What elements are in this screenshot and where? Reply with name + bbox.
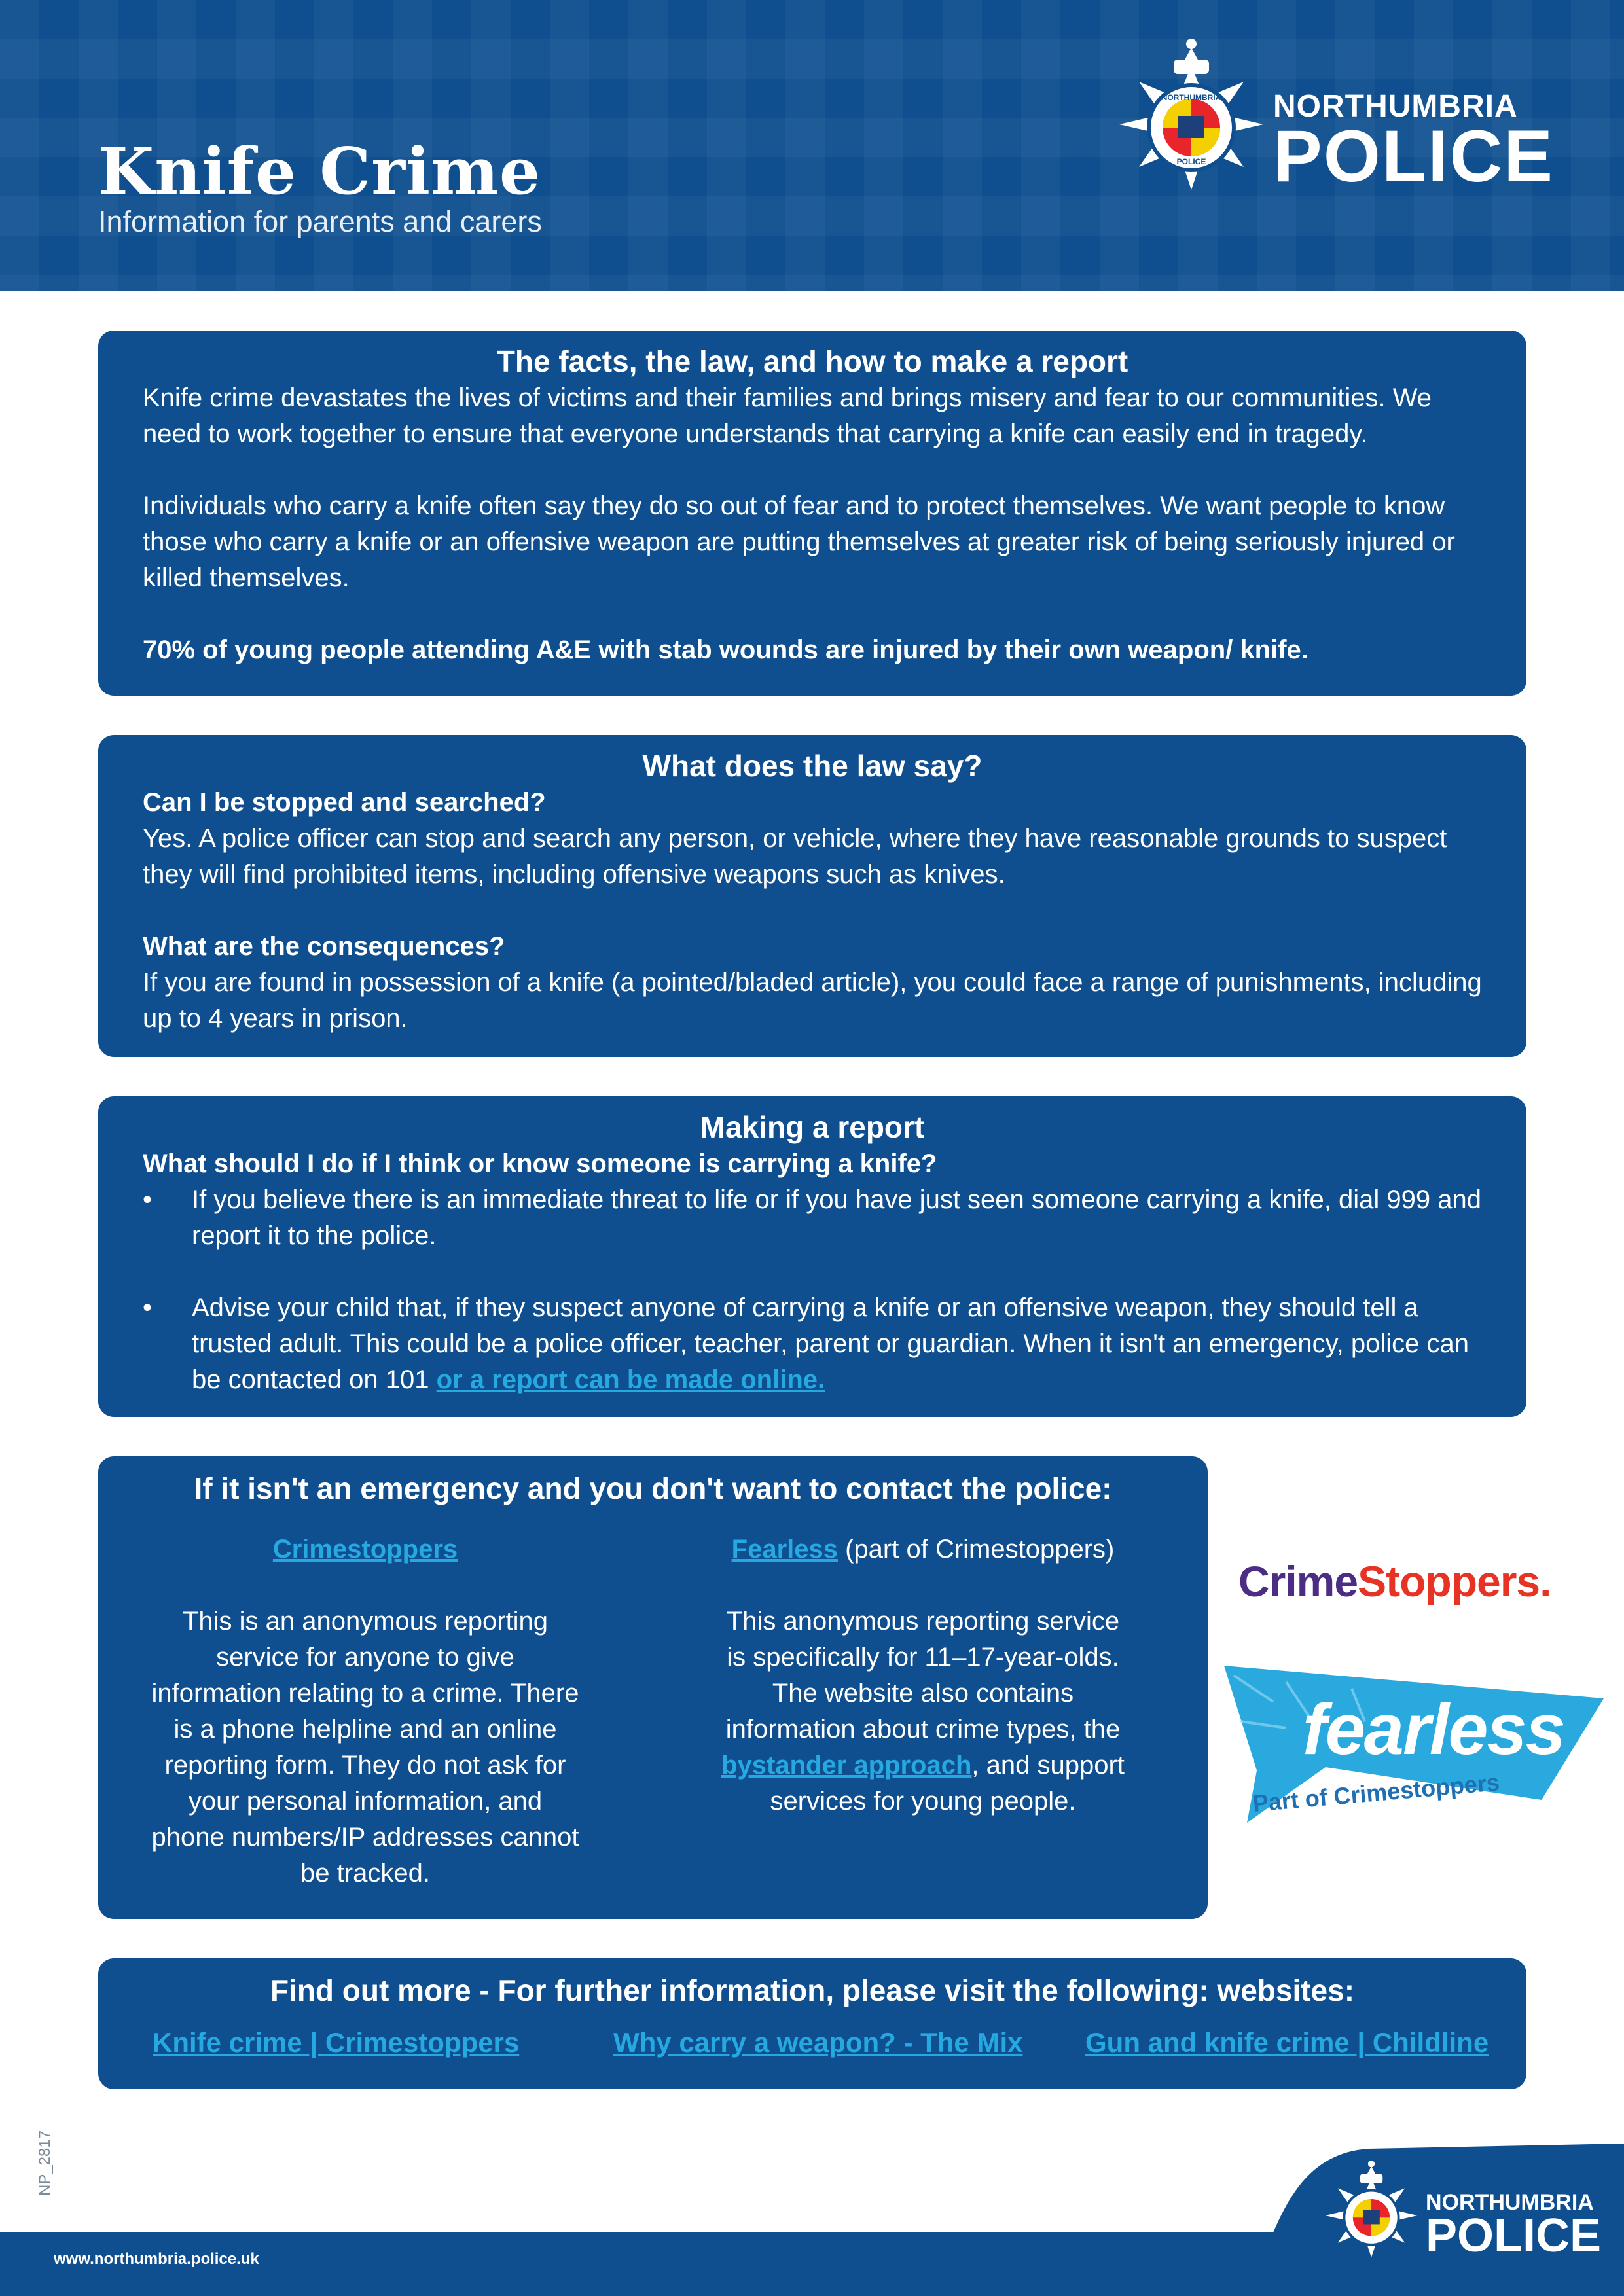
crimestoppers-logo bbox=[1238, 1556, 1551, 1606]
bullet-dot: • bbox=[143, 1185, 153, 1214]
brand-line2: POLICE bbox=[1273, 115, 1554, 197]
footer-brand-line1: NORTHUMBRIA bbox=[1426, 2190, 1594, 2215]
knife-crime-crimestoppers-link[interactable]: Knife crime | Crimestoppers bbox=[153, 2027, 520, 2058]
fearless-text-part2: , and support services for young people. bbox=[770, 1751, 1125, 1816]
footer-brand-line2: POLICE bbox=[1426, 2210, 1602, 2262]
report-heading: Making a report bbox=[700, 1110, 925, 1144]
fearless-text bbox=[681, 1604, 1165, 1820]
law-heading: What does the law say? bbox=[642, 749, 983, 783]
the-mix-link[interactable]: Why carry a weapon? - The Mix bbox=[613, 2027, 1023, 2058]
report-online-link[interactable]: or a report can be made online. bbox=[436, 1365, 825, 1394]
report-bullet-1 bbox=[143, 1182, 1482, 1254]
crimestoppers-link[interactable]: Crimestoppers bbox=[272, 1535, 458, 1564]
report-bullet-1-text: If you believe there is an immediate threat to life or if you have just seen someone carrying a knife, dial 999 and report it to the police. bbox=[192, 1185, 1481, 1250]
law-answer-2: If you are found in possession of a knife (a pointed/bladed article), you could face a range of punishments, including up to 4 years in prison. bbox=[143, 968, 1482, 1033]
facts-para1: Knife crime devastates the lives of victims and their families and brings misery and fear to our communities. We need to work together to ensure that everyone understands that carrying a knife can easily end in tragedy. bbox=[143, 384, 1432, 448]
fearless-link[interactable]: Fearless bbox=[731, 1535, 838, 1564]
law-question-2: What are the consequences? bbox=[143, 932, 505, 961]
bystander-approach-link[interactable]: bystander approach bbox=[721, 1751, 972, 1780]
law-card bbox=[98, 735, 1526, 1057]
report-question: What should I do if I think or know someone is carrying a knife? bbox=[143, 1149, 937, 1178]
police-crest-icon bbox=[1110, 36, 1273, 213]
header-banner bbox=[0, 0, 1624, 291]
fearless-logo-word: fearless bbox=[1303, 1689, 1564, 1770]
findout-card bbox=[98, 1958, 1526, 2089]
fearless-tagline-part1: Part of bbox=[1252, 1783, 1335, 1817]
crimestoppers-column bbox=[143, 1532, 588, 1892]
crest-bottom-text: POLICE bbox=[1176, 157, 1206, 166]
facts-card bbox=[98, 331, 1526, 696]
nonemergency-card bbox=[98, 1456, 1208, 1919]
crimestoppers-text: This is an anonymous reporting service for anyone to give information relating to a crime. There is a phone helpline and an online reporting form. They do not ask for your personal information, and phone numbers/IP addresses cannot be tracked. bbox=[151, 1607, 579, 1888]
crimestoppers-logo-part1: Crime bbox=[1238, 1557, 1358, 1605]
footer-crest-icon bbox=[1319, 2157, 1424, 2274]
fearless-column bbox=[681, 1532, 1165, 1820]
bullet-dot: • bbox=[143, 1293, 153, 1322]
document-code: NP_2817 bbox=[36, 2130, 54, 2196]
crimestoppers-logo-part2: Stoppers. bbox=[1358, 1557, 1551, 1605]
brand-line1: NORTHUMBRIA bbox=[1273, 89, 1518, 124]
footer-url[interactable]: www.northumbria.police.uk bbox=[54, 2250, 259, 2268]
crest-top-text: NORTHUMBRIA bbox=[1161, 93, 1221, 102]
findout-heading: Find out more - For further information, please visit the following: websites: bbox=[270, 1973, 1355, 2007]
fearless-text-part1: This anonymous reporting service is specifically for 11–17-year-olds. The website also contains information about crime types, the bbox=[725, 1607, 1121, 1744]
fearless-logo bbox=[1221, 1662, 1607, 1826]
fearless-tagline-part2: Crimestoppers bbox=[1332, 1768, 1501, 1810]
facts-para2: Individuals who carry a knife often say they do so out of fear and to protect themselves. We want people to know those who carry a knife or an offensive weapon are putting themselves at greater risk of being seriously injured or killed themselves. bbox=[143, 492, 1455, 592]
law-question-1: Can I be stopped and searched? bbox=[143, 788, 546, 817]
facts-heading: The facts, the law, and how to make a report bbox=[496, 344, 1128, 378]
page-subtitle: Information for parents and carers bbox=[98, 205, 542, 238]
report-bullet-2-text: Advise your child that, if they suspect anyone of carrying a knife or an offensive weapon, they should tell a trusted adult. This could be a police officer, teacher, parent or guardian. When it isn't an emergency, police can be contacted on 101 bbox=[192, 1293, 1469, 1394]
childline-link[interactable]: Gun and knife crime | Childline bbox=[1085, 2027, 1489, 2058]
nonemergency-heading: If it isn't an emergency and you don't want to contact the police: bbox=[194, 1471, 1112, 1505]
page-title: Knife Crime bbox=[98, 134, 541, 209]
law-answer-1: Yes. A police officer can stop and search any person, or vehicle, where they have reasonable grounds to suspect they will find prohibited items, including offensive weapons such as knives. bbox=[143, 824, 1447, 889]
report-card bbox=[98, 1096, 1526, 1417]
report-bullet-2 bbox=[143, 1290, 1482, 1398]
fearless-suffix: (part of Crimestoppers) bbox=[838, 1535, 1115, 1564]
northumbria-police-logo bbox=[1110, 36, 1554, 213]
facts-stat: 70% of young people attending A&E with stab wounds are injured by their own weapon/ knife. bbox=[143, 636, 1308, 664]
